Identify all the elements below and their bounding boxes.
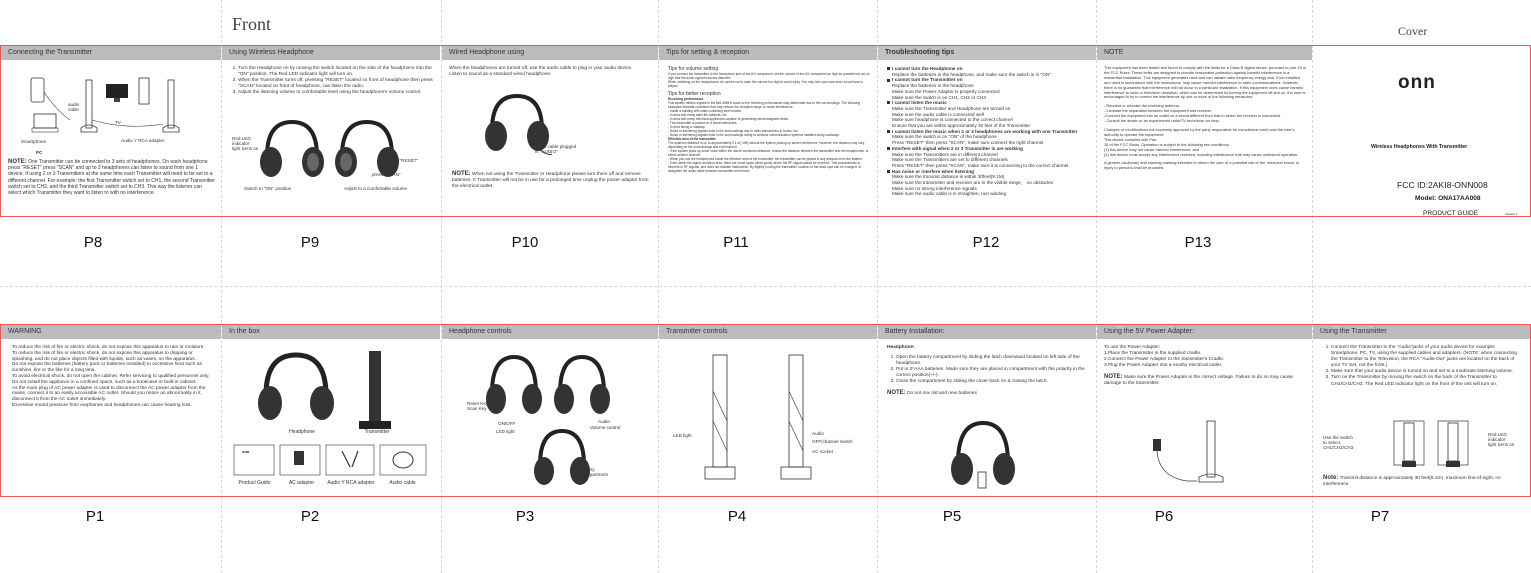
fcc-body [1104, 66, 1306, 171]
label-pc: PC [36, 150, 43, 155]
warning-body [12, 345, 215, 409]
page-number-p1: P1 [85, 508, 105, 525]
warning-line: To avoid electrical shock, do not open the cabinet. Refer servicing to qualified personnel only. [12, 373, 210, 379]
label-audio-cable: audio cable [68, 102, 80, 113]
step-3: 3. Adjust the listening volume to comfortable level using the headphone's volume control. [238, 90, 434, 96]
note-text: NOTE: Do not mix old and new batteries [887, 389, 977, 396]
page-number-p3: P3 [515, 508, 535, 525]
panel-p10 [442, 46, 658, 216]
page-number-p4: P4 [727, 508, 747, 525]
cover-label: Cover [1398, 24, 1428, 38]
using-transmitter-body [1322, 345, 1524, 388]
label-switch-on: Switch to "ON" position [244, 186, 292, 191]
step-3: 3. Turn on the Transmitter by moving the switch on the back of the Transmitter to CH1/CH2/CH3. The Red LED indicator light on the front of the unit will turn on. [1331, 375, 1524, 387]
panel-p2 [222, 325, 440, 496]
effective-heading: Effective area of the transmitter [668, 137, 716, 142]
panel-p9 [222, 46, 440, 216]
step-3: 3.Plug the Power Adapter into a nearby electrical outlet. [1104, 363, 1223, 369]
receiving-heading: Receiving performance [668, 97, 704, 102]
product-guide: PRODUCT GUIDE [1423, 210, 1479, 216]
label-press-reset: press "RESET" [387, 158, 419, 163]
model-number: Model: ONA17AA008 [1415, 195, 1481, 202]
page-number-p13: P13 [1184, 234, 1212, 251]
step-2: 2. When the Transmitter turns off, pressing "RESET" located on front of headphone then press "SCAN" located on front of headphone, can listen the radio. [238, 78, 434, 90]
power-adapter-illustration [1137, 417, 1247, 492]
headphone-left-illustration [257, 116, 327, 184]
troubleshooting-list [887, 66, 1090, 197]
label-led: LED light [496, 429, 515, 434]
page-number-p8: P8 [83, 234, 103, 251]
label-tv: TV [115, 120, 121, 125]
panel-title: Using the 5V Power Adapter: [1097, 325, 1312, 339]
label-adjust: Adjust to a comfortable volume [344, 186, 408, 191]
caption-headphone: Headphone [289, 429, 315, 435]
accessories-illustration [232, 443, 432, 477]
label-red-led: Red LED indicator light turns on [232, 136, 259, 152]
battery-headphone-illustration [948, 417, 1018, 492]
warning-line: As the main plug of AC power adapter is used to disconnect the AC power adapter from the mains, connect it to an easily accessible AC outlet. Should you notice an abnormality in it, disconnect it from the AC outlet immediately. [12, 385, 206, 403]
label-scan-key: Scan Key [467, 406, 487, 411]
transmitter-front-illustration [701, 351, 741, 487]
warning-line: Do not expose the batteries (battery pack or batteries installed) to excessive heat such as sunshine, fire or the like for a long time. [12, 362, 202, 374]
fcc-para-1: This equipment has been tested and found to comply with the limits for a Class B digital device, pursuant to part 15 of the FCC Rules. These limits are designed to provide reasonable protection against harmful interference in a residential installation. This equipment generates uses and can radiate radio frequency energy and, if not installed and used in accordance with the instructions, may cause harmful interference to radio communications. However, there is no guarantee that interference will not occur in a particular installation. If this equipment does cause harmful interference to radio or television reception, which can be determined by turning the equipment off and on, the user is encouraged to try to correct the interference by one or more of the following measures: [1104, 65, 1306, 100]
caption-ac: AC adapter [288, 480, 315, 486]
cover-subtitle: Wireless Headphones With Transmitter [1371, 144, 1468, 150]
page-number-p12: P12 [972, 234, 1000, 251]
label-plugged: audio cable plugged in "AUDIO" [535, 144, 577, 155]
trouble-item: I cannot turn the Transmitter on Replace the batteries in the headphone Make sure the Power Adapter is properly connected Make sure the switch is on CH1, CH2 or CH3 [887, 77, 1090, 100]
panel-title: NOTE [1097, 46, 1312, 60]
trouble-item: I cannot turn the Headphone on Replace the batteries in the headphone, and make sure the switch is in "ON" [887, 66, 1090, 77]
volume-tips-text: If you connect the transmitter to the headphone jack of the A/V component, set the volume of the A/V component as high as possible but not so high that the audio signal becomes distorted. When switching on the headphones, be careful not to raise the volume too high to avoid injury. You may hurt your ears when a loud tone is played. [668, 72, 870, 89]
panel-p4 [659, 325, 877, 496]
step-2: 2. Make sure that your audio device is turned on and set to a moderate listening volume. [1331, 369, 1524, 375]
label-smartphone: Smartphone [21, 139, 47, 144]
page-number-p11: P11 [723, 234, 749, 251]
warning-line: Do not install the appliance in a confined space, such as a bookcase or built-in cabinet. [12, 379, 197, 385]
label-reset-key: Reset Key [467, 401, 489, 406]
note-text: NOTE: When not using the Transmitter or Headphone please turn them off and remove batteries. If Transmitter will not be in use for a prolonged time unplug the power adapter from the electrical outlet. [452, 171, 649, 190]
panel-title: Transmitter controls [659, 325, 877, 339]
panel-title: Battery Installation: [878, 325, 1096, 339]
controls-headphone-left [484, 351, 544, 421]
guide-logo: onn [242, 449, 250, 454]
brand-logo: onn [1398, 72, 1436, 93]
transmitter-switch-illustration [1388, 417, 1478, 473]
step-1: 1.Place the Transmitter in the supplied cradle. [1104, 351, 1202, 357]
headphone-subheading: Headphone: [887, 345, 915, 350]
panel-p5 [878, 325, 1096, 496]
note-text: Note: Transmit distance is approximately 30 feet(9.1m). maximum line-of-sight, no interference [1323, 475, 1501, 488]
page-number-p7: P7 [1370, 508, 1390, 525]
receiving-text: This system utilizes signals in the 864.45MHz band so the receiving performance may deteriorate due to the surroundings. The following examples illustrate conditions that may reduce the reception range or cause interference. - Inside a building with walls containing steel beams. - In area with many steel file cabinets, etc. - In area with many electrical appliances capable of generating electromagnetic fields. - The transmitter is placed on a metal instrument. - In area facing a roadway. - Noise or interfering signals exist in the surroundings due to radio transceivers in trucks, etc. - Noise or interfering signals exist in the surroundings owing to wireless communication systems installed along roadways. [668, 101, 861, 138]
caption-transmitter: Transmitter [364, 429, 390, 435]
label-audio: Audio [598, 419, 610, 424]
step-1: 1. Turn the Headphone on by moving the switch located on the side of the headphone into the "ON" position. The Red LED indicator light will turn on. [238, 66, 434, 78]
panel-p1 [1, 325, 221, 496]
intro: When the headphones are turned off, use the audio cable to plug in your audio device. Listen to sound as a standard wired headphone. [449, 66, 633, 78]
fcc-para-2: - Reorient or relocate the receiving antenna. - Increase the separation between the equipment and receiver. -Connect the equipment into an outlet on a circuit different from that to which the receiver is connected. - Consult the dealer or an experienced radio/TV technician for help. [1104, 103, 1282, 124]
label-led: LED light [673, 433, 692, 438]
panel-title: Using Wireless Headphone [222, 46, 440, 60]
caption-cable: Audio cable [389, 480, 416, 486]
page-number-p2: P2 [300, 508, 320, 525]
box-transmitter-illustration [355, 347, 395, 435]
step-1: 1. Open the battery compartment by sliding the latch downward located on left side of the headphone. [896, 355, 1090, 367]
front-label: Front [232, 14, 272, 34]
version-label: Version 1 [1505, 212, 1518, 216]
warning-line: Excessive sound pressure from earphones and headphones can cause hearing loss. [12, 402, 192, 408]
trouble-item: I cannot listen the music Make sure the Transmitter and Headphone are turned on Make sure the audio cable is connected well Make sure headphone is connected to the correct channel Ensure that you are within approximately 30 feet of the Transmitter [887, 100, 1090, 129]
effective-text: The optimum distance is up to approximately 9.1 m( 30ft) without the system picking up some interference. However, the distance may vary depending on the surroundings and environment. - If the system picks up some noise within the above mentioned distance, reduce the distance between the transmitter and the headphones, or select another channel. - When you use the headphones inside the effective area of the transmitter, the transmitter can be placed in any direction from the listener. - Even within the signal reception area, there are some spots (dead spots) where the RF signal cannot be received. This characteristic is inherent to RF signals, and does not indicate malfunction. By slightly moving the transmitter, location of the dead spot can be changed, or straighten the audio cable between transmitter and device. [668, 141, 869, 174]
step-2: 2. Put in 2*AAA batteries. Made sure they are placed in compartment with the polarity in the correct position(+/-). [896, 367, 1090, 379]
panel-title: Troubleshooting tips [878, 46, 1096, 60]
warning-line: To reduce the risk of fire or electric shock, do not expose this apparatus to rain or moisture. [12, 345, 205, 350]
panel-title: Connecting the Transmitter [1, 46, 221, 60]
tips-body [668, 66, 871, 173]
page-number-p5: P5 [942, 508, 962, 525]
panel-p13 [1097, 46, 1312, 216]
panel-p6 [1097, 325, 1312, 496]
intro: To use the Power Adapter: [1104, 345, 1161, 350]
box-headphone-illustration [256, 349, 336, 429]
panel-title: WARNING [1, 325, 221, 339]
label-onoff: ON/OFF [498, 421, 516, 426]
caption-guide: Product Guide [238, 480, 271, 486]
fcc-para-3: Changes or modifications not expressly approved by the party responsible for compliance could void the user's authority to operate the equipment. This device complies with Part 15 of the FCC Rules. Operation is subject to the following two conditions: (1) this device may not cause harmful interference, and (2) this device must accept any interference received, including interference that may cause undesired operation. [1104, 126, 1299, 157]
label-press-scan: press "SCAN" [372, 172, 401, 177]
trouble-item: Has noise or interfere when listening Make sure the transmit distance is within 30feet(9.1M) Make sure the transmitter and receiver are in the visible range， no obstacles Make sure no strong interference signals Make sure the audio cable is in straighten, non winding [887, 169, 1090, 198]
warning-line: To reduce the risk of fire or electric shock, do not expose this apparatus to dripping or splashing, and do not place objects filled with liquids, such as vases, on the apparatus. [12, 350, 196, 362]
power-adapter-body [1104, 345, 1306, 388]
panel-title: Headphone controls [442, 325, 658, 339]
label-red-led: Red LED indicator light turns on [1488, 432, 1515, 448]
caption-rca: Audio Y RCA adapter [327, 480, 375, 486]
controls-headphone-right [552, 351, 612, 421]
trouble-item: Interfere with signal when 2 or 3 Transmitter is are working Make sure the Transmitters are in different channel Make sure the Transmitters are set to different channels Press "RESET" then press "SCAN", make sure it is connecting to the correct channel [887, 146, 1090, 169]
step-3: 3. Close the compartment by sliding the cover back on & closing the latch. [896, 379, 1090, 385]
panel-p12 [878, 46, 1096, 216]
label-rca: Audio Y RCA adapter [121, 138, 165, 143]
note-text: NOTE: One Transmitter can be connected to 3 sets of headphones. On each headphone press "RESET" press "SCAN" and up to 3 headphones can listen to sound from one 1 device. If using 2 or 3 Transmitters at the same time each Transmitter will need to be set to a different channel. For example: the first Transmitter switch set to CH1, the second Transmitter switch set to CH2, and the third Transmitter switch set to CH3. This way the listener can select which Transmitter they want to listen to with no interference. [8, 159, 215, 197]
panel-p8 [1, 46, 221, 216]
panel-p7 [1313, 325, 1530, 496]
fcc-para-4: A generic cautionary and warning marking intended to inform the user of a potential risk of fire, electrical shock, or injury to persons shall be provided. [1104, 160, 1300, 171]
label-volume: Volume control [590, 425, 621, 430]
label-ac-socket: AC socket [812, 449, 833, 454]
panel-title: In the box [222, 325, 440, 339]
page-number-p6: P6 [1154, 508, 1174, 525]
reception-tips-heading: Tips for better reception [668, 91, 721, 98]
panel-title: Wired Headphone using [442, 46, 658, 60]
transmitter-back-illustration [777, 351, 817, 487]
fcc-id: FCC ID:2AKI8-ONN008 [1397, 180, 1488, 190]
label-battery: Battery Compartment [580, 467, 608, 478]
step-2: 2.Connect the Power Adapter to the transmitter's Cradle. [1104, 357, 1225, 363]
page-number-p9: P9 [300, 234, 320, 251]
panel-title: Using the Transmitter [1313, 325, 1530, 339]
battery-body [887, 345, 1090, 397]
label-switch: Use the switch to select CH1/CH2/CH3 [1323, 435, 1354, 451]
panel-p3 [442, 325, 658, 496]
panel-cover [1313, 46, 1530, 216]
panel-p11 [659, 46, 877, 216]
trouble-item: I cannot listen the music when 2 or 3 headphones are working with one Transmitter Make sure the switch is on "ON" of the headphone Press "RESET" then press "SCAN", make sure connect the right channel [887, 129, 1090, 146]
note-text: NOTE: Make sure the Power Adapter is the correct voltage. Failure to do so may cause damage to the transmitter. [1104, 374, 1294, 387]
controls-headphone-bottom [532, 425, 592, 490]
steps [229, 66, 434, 96]
label-audio: Audio [812, 431, 824, 436]
page-number-p10: P10 [511, 234, 539, 251]
label-ch-switch: OFF/channel switch [812, 439, 853, 444]
step-1: 1. Connect the Transmitter to the "Audio"jacks of your audio device for example: Smartphone, PC, TV, using the supplied cables and adapters. (NOTE: when connecting the Transmitter to the Television, the RCA "Audio-Out" jacks are located on the back of your TV Set, not the front.) [1331, 345, 1524, 369]
panel-title: Tips for setting & reception [659, 46, 877, 60]
volume-tips-heading: Tips for volume setting [668, 66, 719, 72]
